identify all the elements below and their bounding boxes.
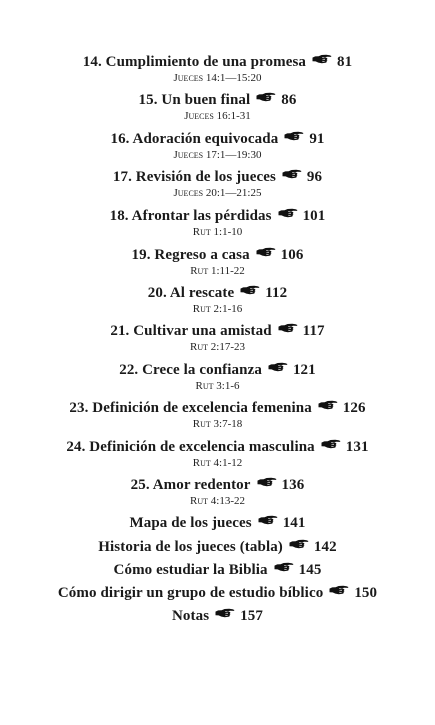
toc-entry[interactable] (0, 399, 435, 431)
reference-range: 2:17-23 (210, 341, 245, 353)
toc-entry-title: 22. Crece la confianza (119, 362, 262, 378)
scripture-reference (0, 265, 435, 278)
toc-entry-title: Notas (172, 608, 210, 624)
toc-entry-title: 15. Un buen final (138, 92, 251, 108)
pointing-hand-icon (321, 439, 341, 450)
toc-entry[interactable] (0, 130, 435, 162)
toc-page-number: 101 (302, 208, 326, 224)
toc-title-line (0, 514, 435, 532)
scripture-reference (0, 341, 435, 354)
toc-page-number: 131 (345, 439, 369, 455)
pointing-hand-icon (256, 247, 276, 258)
pointing-hand-icon (215, 608, 235, 619)
toc-page-number: 157 (240, 608, 263, 624)
reference-book: Rut (195, 380, 214, 392)
toc-page-number: 145 (298, 562, 322, 578)
reference-book: Rut (192, 226, 211, 238)
reference-range: 4:1-12 (213, 457, 243, 469)
toc-title-line (0, 438, 435, 456)
toc-title-line (0, 207, 435, 225)
toc-entry-title: 24. Definición de excelencia masculina (66, 439, 315, 455)
toc-page-number: 141 (282, 515, 306, 531)
pointing-hand-icon (257, 477, 277, 488)
toc-page-number: 96 (306, 169, 323, 185)
toc-page-number: 106 (280, 247, 304, 263)
toc-entry-title: Historia de los jueces (tabla) (98, 539, 283, 555)
scripture-reference (0, 149, 435, 162)
scripture-reference (0, 303, 435, 316)
toc-entry-title: 19. Regreso a casa (131, 247, 250, 263)
toc-entry[interactable] (0, 476, 435, 508)
toc-entry-title: 14. Cumplimiento de una promesa (82, 54, 307, 70)
pointing-hand-icon (312, 54, 332, 65)
toc-entry-title: 20. Al rescate (147, 285, 235, 301)
toc-title-line (0, 91, 435, 109)
reference-range: 1:1-10 (213, 226, 243, 238)
reference-book: Rut (190, 265, 209, 277)
toc-title-line (0, 399, 435, 417)
toc-entry-title: 23. Definición de excelencia femenina (69, 400, 312, 416)
scripture-reference (0, 418, 435, 431)
toc-entry-title: 25. Amor redentor (130, 477, 251, 493)
toc-entry-title: 16. Adoración equivocada (110, 131, 279, 147)
toc-title-line (0, 53, 435, 71)
toc-title-line (0, 584, 435, 602)
toc-entry[interactable] (0, 168, 435, 200)
toc-entry[interactable] (0, 207, 435, 239)
toc-title-line (0, 607, 435, 625)
toc-page-number: 142 (313, 539, 337, 555)
toc-page-number: 126 (342, 400, 366, 416)
reference-range: 2:1-16 (213, 303, 243, 315)
toc-page-number: 86 (281, 92, 297, 108)
toc-title-line (0, 130, 435, 148)
reference-book: Rut (192, 457, 211, 469)
pointing-hand-icon (318, 400, 338, 411)
toc-entry-title: Cómo dirigir un grupo de estudio bíblico (57, 585, 324, 601)
reference-range: 14:1—15:20 (205, 72, 262, 84)
toc-entry-title: 21. Cultivar una amistad (110, 323, 272, 339)
scripture-reference (0, 226, 435, 239)
toc-entry[interactable] (0, 538, 435, 556)
toc-title-line (0, 476, 435, 494)
reference-range: 20:1—21:25 (205, 187, 262, 199)
pointing-hand-icon (256, 92, 276, 103)
toc-entry-title: 17. Revisión de los jueces (112, 169, 276, 185)
pointing-hand-icon (258, 515, 278, 526)
toc-entry[interactable] (0, 607, 435, 625)
toc-page-number: 136 (281, 477, 305, 493)
pointing-hand-icon (284, 131, 304, 142)
toc-title-line (0, 322, 435, 340)
toc-entry[interactable] (0, 514, 435, 532)
toc-entry[interactable] (0, 561, 435, 579)
toc-title-line (0, 561, 435, 579)
toc-entry[interactable] (0, 53, 435, 85)
scripture-reference (0, 495, 435, 508)
reference-book: Rut (190, 341, 209, 353)
reference-range: 3:1-6 (216, 380, 240, 392)
toc-entry[interactable] (0, 246, 435, 278)
toc-page-number: 91 (309, 131, 325, 147)
toc-entry-title: Mapa de los jueces (129, 515, 252, 531)
toc-entry[interactable] (0, 91, 435, 123)
pointing-hand-icon (329, 585, 349, 596)
reference-book: Rut (192, 418, 211, 430)
scripture-reference (0, 380, 435, 393)
toc-title-line (0, 538, 435, 556)
toc-entry[interactable] (0, 361, 435, 393)
toc-title-line (0, 246, 435, 264)
toc-page-number: 121 (292, 362, 316, 378)
toc-page-number: 81 (337, 54, 353, 70)
reference-book: Jueces (173, 72, 204, 84)
toc-title-line (0, 361, 435, 379)
toc-page-number: 117 (302, 323, 325, 339)
reference-book: Rut (192, 303, 211, 315)
scripture-reference (0, 72, 435, 85)
reference-book: Rut (190, 495, 209, 507)
reference-range: 3:7-18 (213, 418, 243, 430)
pointing-hand-icon (282, 169, 302, 180)
reference-range: 1:11-22 (210, 265, 245, 277)
reference-range: 17:1—19:30 (205, 149, 262, 161)
toc-page-number: 112 (265, 285, 288, 301)
pointing-hand-icon (274, 562, 294, 573)
scripture-reference (0, 457, 435, 470)
pointing-hand-icon (278, 323, 298, 334)
pointing-hand-icon (240, 285, 260, 296)
reference-book: Jueces (184, 110, 214, 122)
toc-entry[interactable] (0, 322, 435, 354)
toc-page-number: 150 (354, 585, 378, 601)
reference-range: 16:1-31 (216, 110, 251, 122)
toc-entry[interactable] (0, 584, 435, 602)
pointing-hand-icon (268, 362, 288, 373)
scripture-reference (0, 187, 435, 200)
toc-entry[interactable] (0, 284, 435, 316)
reference-book: Jueces (173, 187, 204, 199)
toc-title-line (0, 284, 435, 302)
pointing-hand-icon (289, 539, 309, 550)
toc-entry-title: 18. Afrontar las pérdidas (109, 208, 272, 224)
scripture-reference (0, 110, 435, 123)
reference-book: Jueces (173, 149, 204, 161)
toc-title-line (0, 168, 435, 186)
reference-range: 4:13-22 (210, 495, 245, 507)
pointing-hand-icon (278, 208, 298, 219)
toc-entry[interactable] (0, 438, 435, 470)
toc-entry-title: Cómo estudiar la Biblia (113, 562, 268, 578)
